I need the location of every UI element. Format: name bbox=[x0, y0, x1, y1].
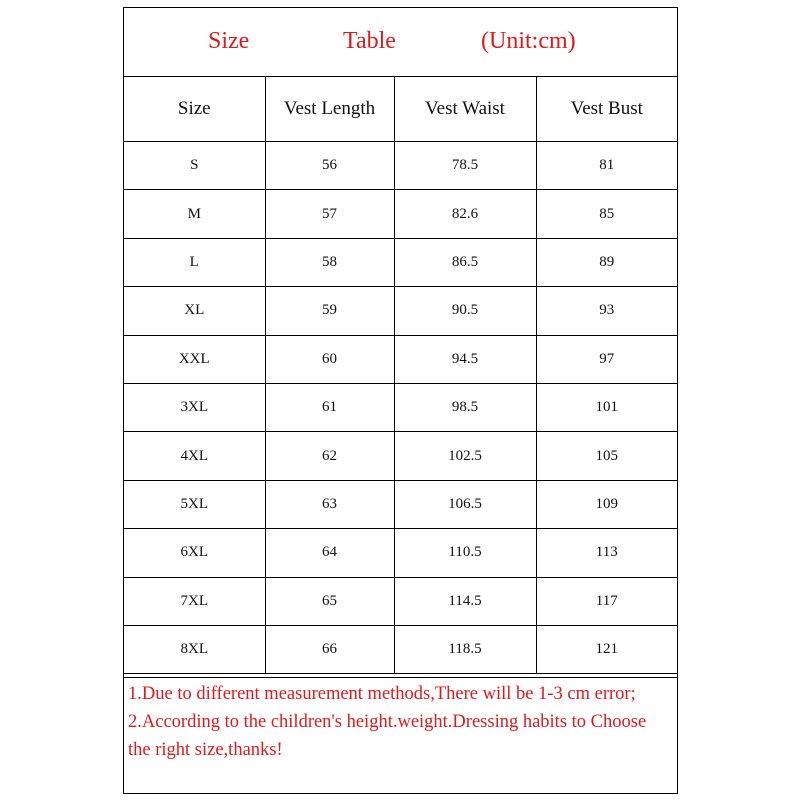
cell-vest-length: 56 bbox=[265, 142, 394, 190]
header-row bbox=[124, 77, 677, 142]
cell-vest-bust: 117 bbox=[536, 577, 677, 625]
cell-vest-bust: 89 bbox=[536, 238, 677, 286]
cell-vest-length: 66 bbox=[265, 625, 394, 673]
cell-vest-length: 65 bbox=[265, 577, 394, 625]
cell-size: 7XL bbox=[124, 577, 265, 625]
cell-vest-length: 61 bbox=[265, 383, 394, 431]
cell-vest-bust: 109 bbox=[536, 480, 677, 528]
header-vest-length: Vest Length bbox=[265, 77, 394, 142]
cell-size: 8XL bbox=[124, 625, 265, 673]
table-body bbox=[124, 142, 677, 674]
cell-vest-waist: 78.5 bbox=[394, 142, 536, 190]
header-vest-waist: Vest Waist bbox=[394, 77, 536, 142]
header-vest-bust: Vest Bust bbox=[536, 77, 677, 142]
cell-vest-waist: 94.5 bbox=[394, 335, 536, 383]
title-size: Size bbox=[208, 28, 250, 54]
cell-vest-waist: 86.5 bbox=[394, 238, 536, 286]
cell-vest-length: 59 bbox=[265, 287, 394, 335]
table-title bbox=[124, 8, 677, 77]
cell-size: 5XL bbox=[124, 480, 265, 528]
cell-vest-waist: 118.5 bbox=[394, 625, 536, 673]
cell-vest-bust: 101 bbox=[536, 383, 677, 431]
cell-vest-waist: 82.6 bbox=[394, 190, 536, 238]
note-2: 2.According to the children's height.weight.Dressing habits to Choose the right size,thanks! bbox=[128, 712, 647, 760]
cell-vest-waist: 90.5 bbox=[394, 287, 536, 335]
table-row bbox=[124, 190, 677, 238]
notes bbox=[124, 677, 677, 793]
cell-size: XL bbox=[124, 287, 265, 335]
cell-vest-length: 64 bbox=[265, 529, 394, 577]
cell-vest-length: 57 bbox=[265, 190, 394, 238]
table-row bbox=[124, 383, 677, 431]
title-unit: (Unit:cm) bbox=[481, 28, 576, 54]
cell-vest-length: 62 bbox=[265, 432, 394, 480]
cell-vest-waist: 106.5 bbox=[394, 480, 536, 528]
cell-vest-waist: 110.5 bbox=[394, 529, 536, 577]
cell-vest-bust: 121 bbox=[536, 625, 677, 673]
cell-vest-bust: 85 bbox=[536, 190, 677, 238]
table-row bbox=[124, 238, 677, 286]
cell-vest-waist: 114.5 bbox=[394, 577, 536, 625]
cell-size: XXL bbox=[124, 335, 265, 383]
table-row bbox=[124, 577, 677, 625]
cell-size: 3XL bbox=[124, 383, 265, 431]
table-row bbox=[124, 432, 677, 480]
title-table: Table bbox=[343, 28, 396, 54]
header-size: Size bbox=[124, 77, 265, 142]
cell-size: 4XL bbox=[124, 432, 265, 480]
cell-vest-waist: 102.5 bbox=[394, 432, 536, 480]
table-row bbox=[124, 529, 677, 577]
cell-vest-length: 58 bbox=[265, 238, 394, 286]
table-row bbox=[124, 480, 677, 528]
size-chart-table bbox=[124, 77, 677, 674]
size-table-document bbox=[123, 7, 678, 794]
cell-size: S bbox=[124, 142, 265, 190]
cell-vest-length: 60 bbox=[265, 335, 394, 383]
cell-size: M bbox=[124, 190, 265, 238]
cell-size: 6XL bbox=[124, 529, 265, 577]
table-row bbox=[124, 142, 677, 190]
note-1: 1.Due to different measurement methods,There will be 1-3 cm error; bbox=[128, 684, 636, 704]
cell-vest-bust: 113 bbox=[536, 529, 677, 577]
cell-vest-waist: 98.5 bbox=[394, 383, 536, 431]
cell-vest-bust: 105 bbox=[536, 432, 677, 480]
table-row bbox=[124, 625, 677, 673]
table-row bbox=[124, 335, 677, 383]
cell-vest-bust: 97 bbox=[536, 335, 677, 383]
cell-size: L bbox=[124, 238, 265, 286]
cell-vest-bust: 81 bbox=[536, 142, 677, 190]
cell-vest-length: 63 bbox=[265, 480, 394, 528]
table-row bbox=[124, 287, 677, 335]
cell-vest-bust: 93 bbox=[536, 287, 677, 335]
